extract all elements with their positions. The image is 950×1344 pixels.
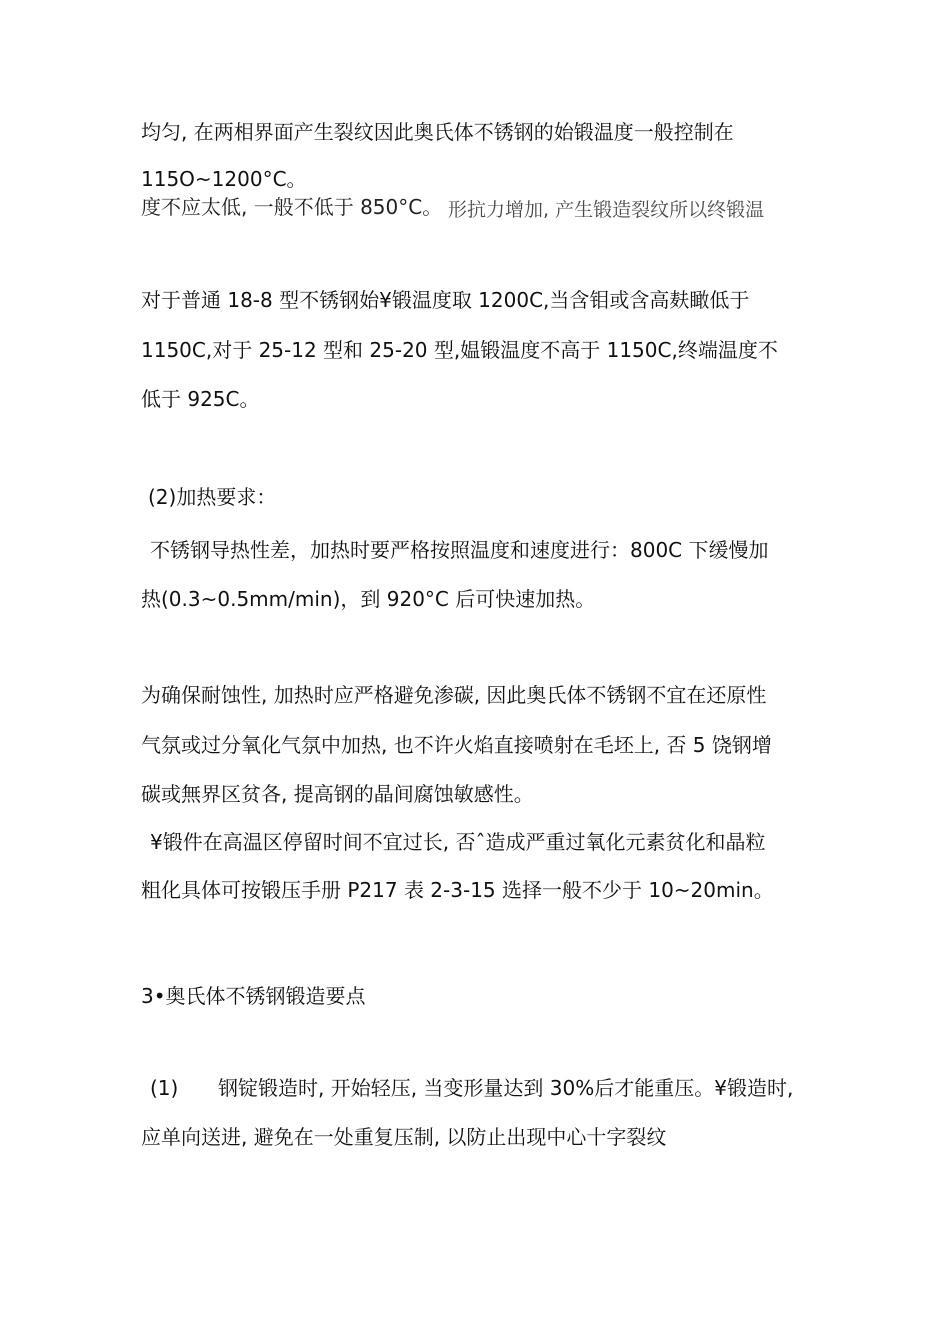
text-line-14: ¥锻件在高温区停留时间不宜过长, 否ˆ造成严重过氧化元素贫化和晶粒 xyxy=(150,830,766,854)
text-line-5: 对于普通 18-8 型不锈钢始¥锻温度取 1200C,当含钼或含高麸瞰低于 xyxy=(141,288,750,312)
text-line-1: 均匀, 在两相界面产生裂纹因此奥氏体不锈钢的始锻温度一般控制在 xyxy=(141,120,734,144)
section-heading-heating: (2)加热要求： xyxy=(148,485,277,509)
text-line-3: 度不应太低, 一般不低于 850°C。 xyxy=(141,195,443,219)
text-line-9: 不锈钢导热性差，加热时要严格按照温度和速度进行：800C 下缓慢加 xyxy=(150,538,769,562)
text-line-2: 115O~1200°C。 xyxy=(141,167,307,191)
text-line-18: 应单向送进, 避免在一处重复压制, 以防止出现中心十字裂纹 xyxy=(141,1125,667,1149)
text-line-12: 气氛或过分氧化气氛中加热, 也不许火焰直接喷射在毛坯上, 否 5 饶钢增 xyxy=(141,733,772,757)
section-heading-forging-points: 3•奥氏体不锈钢锻造要点 xyxy=(141,984,366,1008)
text-line-11: 为确保耐蚀性, 加热时应严格避免渗碳, 因此奥氏体不锈钢不宜在还原性 xyxy=(141,683,767,707)
text-line-17: 钢锭锻造时, 开始轻压, 当变形量达到 30%后才能重压。¥锻造时, xyxy=(218,1076,794,1100)
text-line-4-overlapped: 形抗力增加, 产生锻造裂纹所以终锻温 xyxy=(448,199,765,221)
text-line-10: 热(0.3~0.5mm/min)，到 920°C 后可快速加热。 xyxy=(141,587,596,611)
text-line-6: 1150C,对于 25-12 型和 25-20 型,媪锻温度不高于 1150C,终端温度不 xyxy=(141,338,778,362)
text-line-15: 粗化具体可按锻压手册 P217 表 2-3-15 选择一般不少于 10~20min。 xyxy=(141,878,774,902)
text-line-7: 低于 925C。 xyxy=(141,387,260,411)
text-line-13: 碳或無界区贫各, 提高钢的晶间腐蚀敏感性。 xyxy=(141,782,534,806)
list-marker-1: (1) xyxy=(150,1076,179,1100)
